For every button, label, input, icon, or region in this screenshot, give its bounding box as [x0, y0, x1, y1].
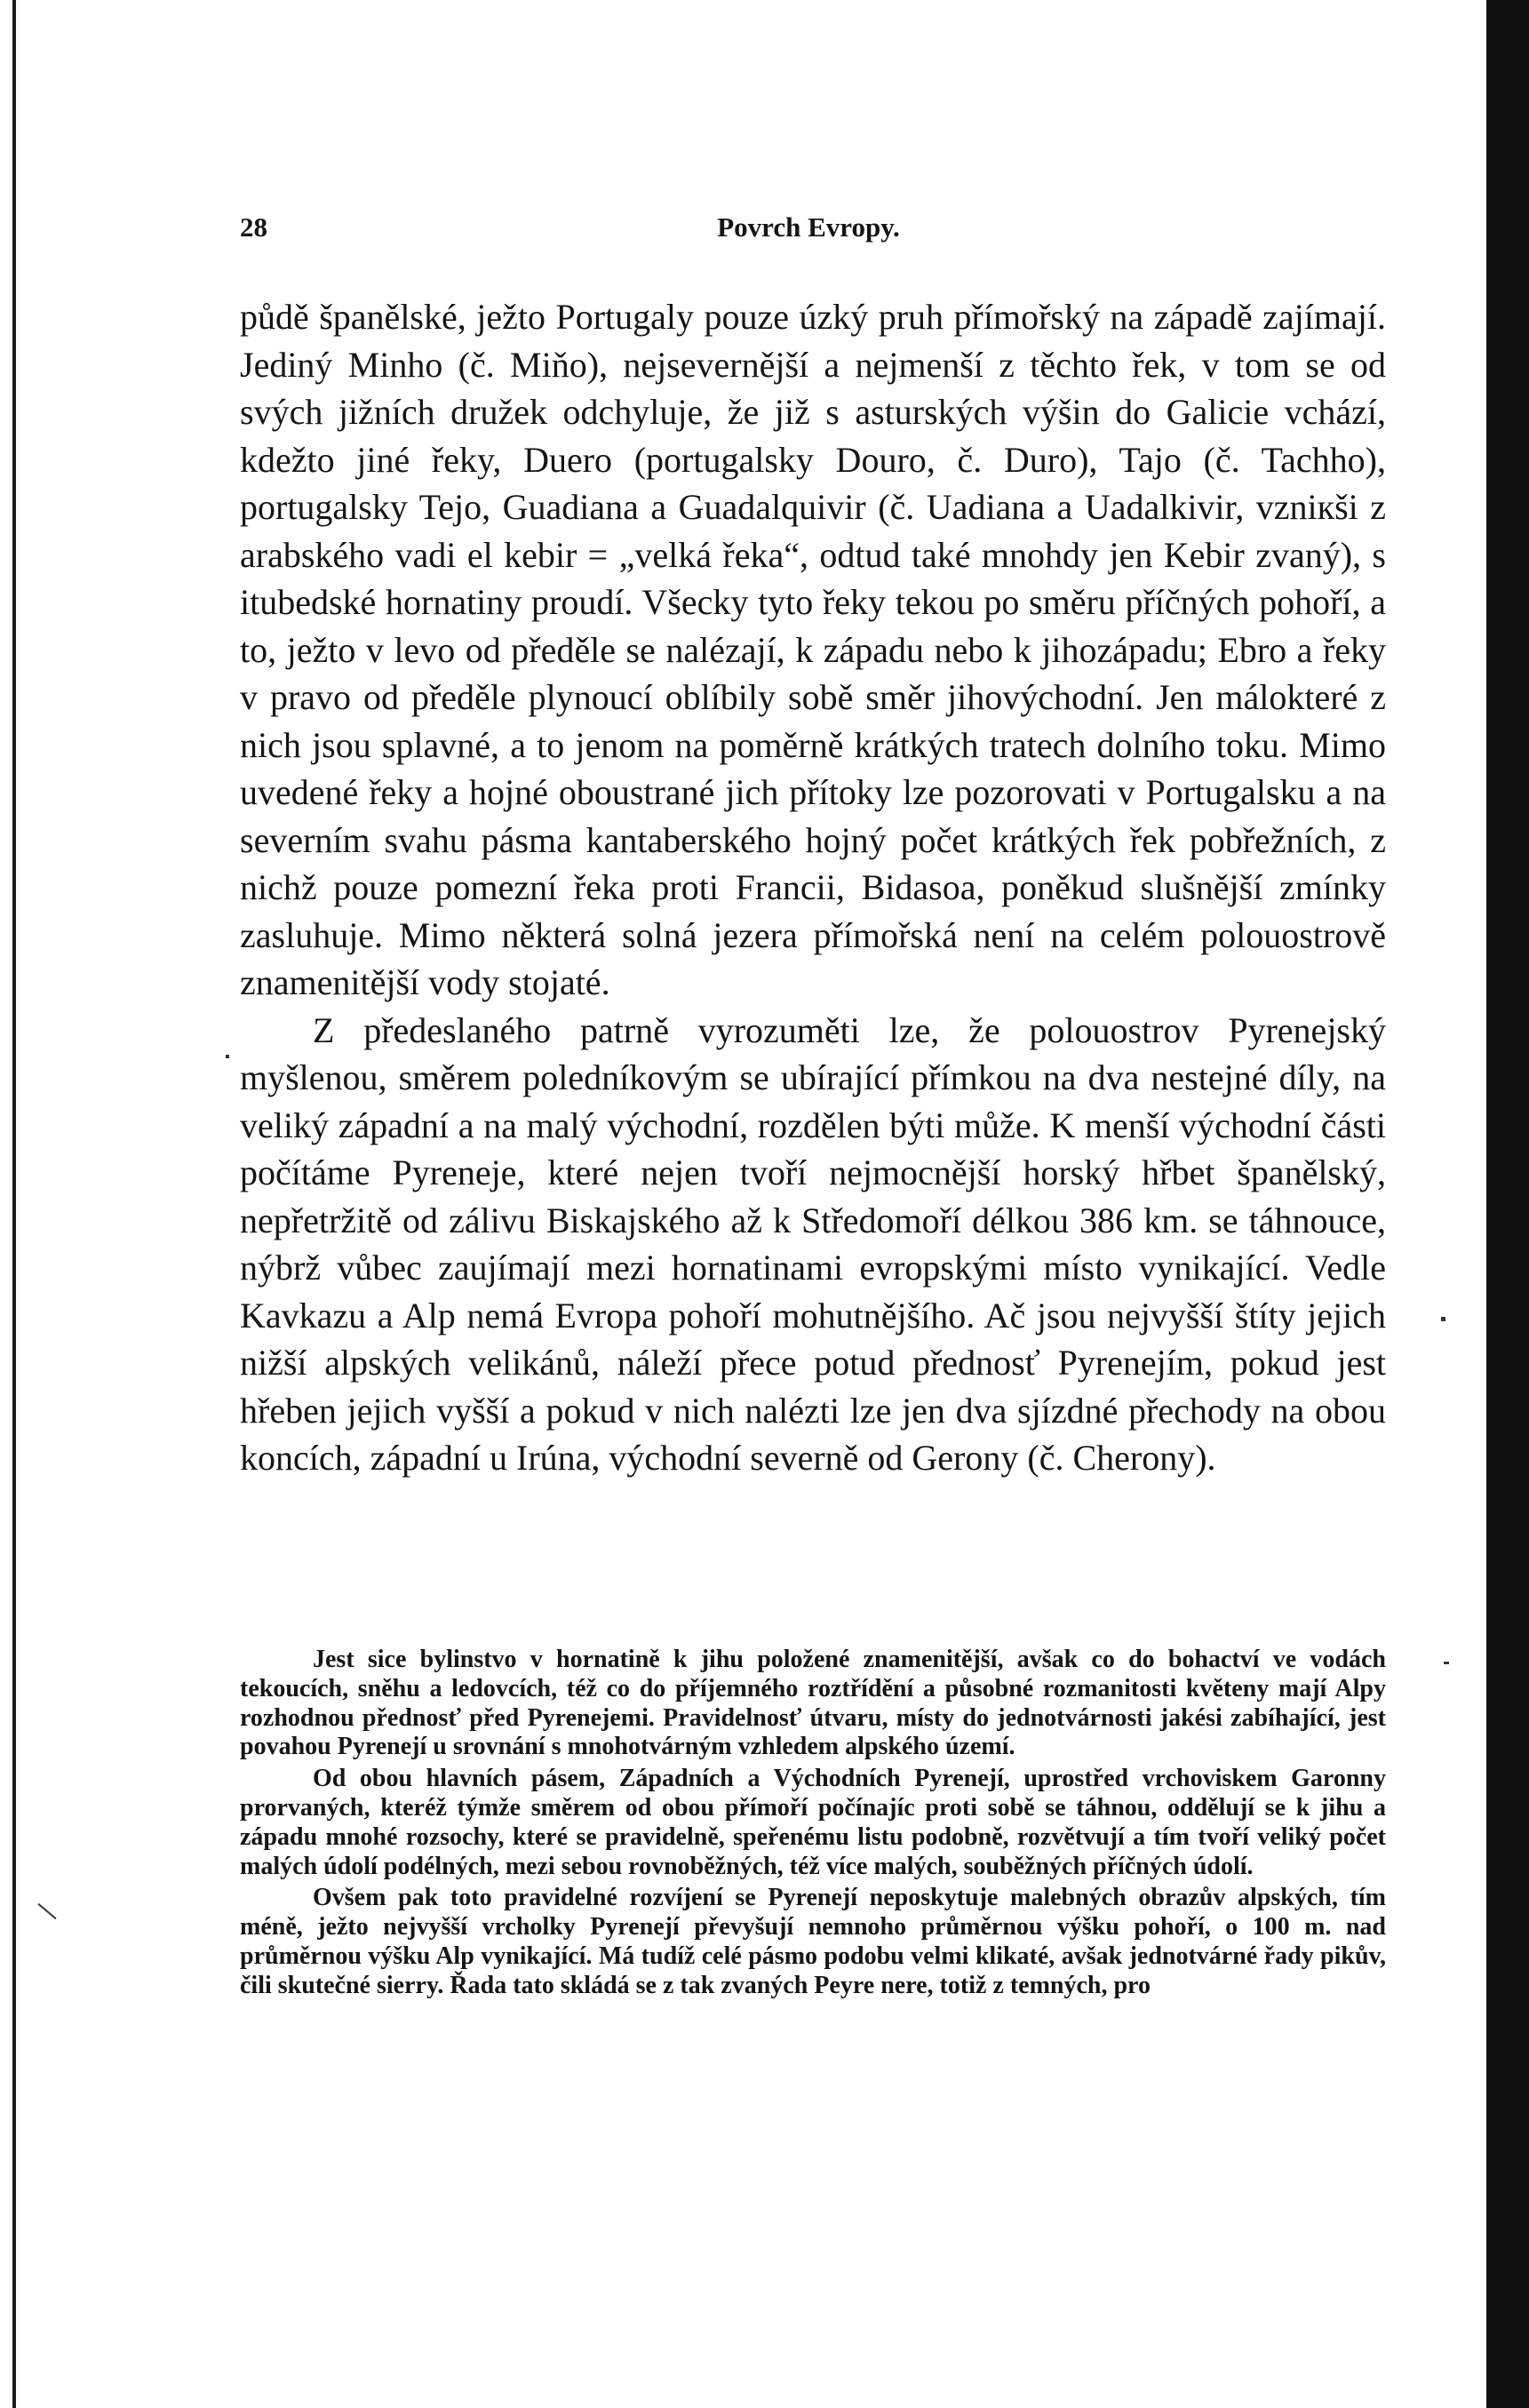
main-text	[240, 293, 1386, 1482]
page-header	[240, 211, 1377, 251]
footnote-paragraph: Jest sice bylinstvo v hornatině k jihu položené znamenitější, avšak co do bohactví ve vodách tekoucích, sněhu a ledovcích, též co do příjemného roztřídění a působné rozmanitosti květeny mají Alpy rozhodnou přednosť před Pyrenejemi. Pravidelnosť útvaru, místy do jednotvárnosti jakési zabíhající, jest povahou Pyrenejí u srovnání s mnohotvárným vzhledem alpského území.	[240, 1646, 1386, 1761]
scan-speck	[226, 1055, 229, 1058]
scan-speck	[1444, 1662, 1449, 1664]
scan-speck	[37, 1903, 56, 1919]
running-title: Povrch Evropy.	[717, 211, 900, 243]
page-number: 28	[240, 211, 267, 243]
footnotes	[240, 1646, 1386, 2004]
body-paragraph: půdě španělské, ježto Portugaly pouze úzký pruh přímořský na západě zajímají. Jediný Minho (č. Miňo), nejsevernější a nejmenší z těchto řek, v tom se od svých jižních družek odchyluje, že již s asturských výšin do Galicie vchází, kdežto jiné řeky, Duero (portugalsky Douro, č. Duro), Tajo (č. Tachho), portugalsky Tejo, Guadiana a Guadalquivir (č. Uadiana a Uadalkivir, vzniкši z arabského vadi el kebir = „velká řeka“, odtud také mnohdy jen Kebir zvaný), s itubedské hornatiny proudí. Všecky tyto řeky tekou po směru příčných pohoří, a to, ježto v levo od předěle se nalézají, k západu nebo k jihozápadu; Ebro a řeky v pravo od předěle plynoucí oblíbily sobě směr jihovýchodní. Jen málokteré z nich jsou splavné, a to jenom na poměrně krátkých tratech dolního toku. Mimo uvedené řeky a hojné oboustrané jich přítoky lze pozorovati v Portugalsku a na severním svahu pásma kantaberského hojný počet krátkých řek pobřežních, z nichž pouze pomezní řeka proti Francii, Bidasoa, poněkud slušnější zmínky zasluhuje. Mimo některá solná jezera přímořská není na celém polouostrově znamenitější vody stojaté.	[240, 297, 1386, 1002]
footnote-paragraph: Od obou hlavních pásem, Západních a Východních Pyrenejí, uprostřed vrchoviskem Garonny prorvaných, kteréž týmže směrem od obou přímoří počínajíc proti sobě se táhnou, oddělují se k jihu a západu mnohé rozsochy, které se pravidelně, speřenému listu podobně, rozvětvují a tím tvoří veliký počet malých údolí podélných, mezi sebou rovnoběžných, též více malých, souběžných příčných údolí.	[240, 1765, 1386, 1880]
scan-speck	[1441, 1317, 1445, 1321]
body-paragraph: Z předeslaného patrně vyrozuměti lze, že polouostrov Pyrenejský myšlenou, směrem poledníkovým se ubírající přímkou na dva nestejné díly, na veliký západní a na malý východní, rozdělen býti může. K menší východní části počítáme Pyreneje, které nejen tvoří nejmocnější horský hřbet španělský, nepřetržitě od zálivu Biskajského až k Středomoří délkou 386 km. se táhnouce, nýbrž vůbec zaujímají mezi hornatinami evropskými místo vynikající. Vedle Kavkazu a Alp nemá Evropa pohoří mohutnějšího. Ač jsou nejvyšší štíty jejich nižší alpských velikánů, náleží přece potud přednosť Pyrenejím, pokud jest hřeben jejich vyšší a pokud v nich nalézti lze jen dva sjízdné přechody na obou koncích, západní u Irúna, východní severně od Gerony (č. Cherony).	[240, 1009, 1386, 1478]
footnote-paragraph: Ovšem pak toto pravidelné rozvíjení se Pyrenejí neposkytuje malebných obrazův alpských, tím méně, ježto nejvyšší vrcholky Pyrenejí převyšují nemnoho průměrnou výšku pohoří, o 100 m. nad průměrnou výšku Alp vynikající. Má tudíž celé pásmo podobu velmi klikaté, avšak jednotvárné řady pikův, čili skutečné sierry. Řada tato skládá se z tak zvaných Peyre nere, totiž z temných, pro	[240, 1884, 1386, 1999]
